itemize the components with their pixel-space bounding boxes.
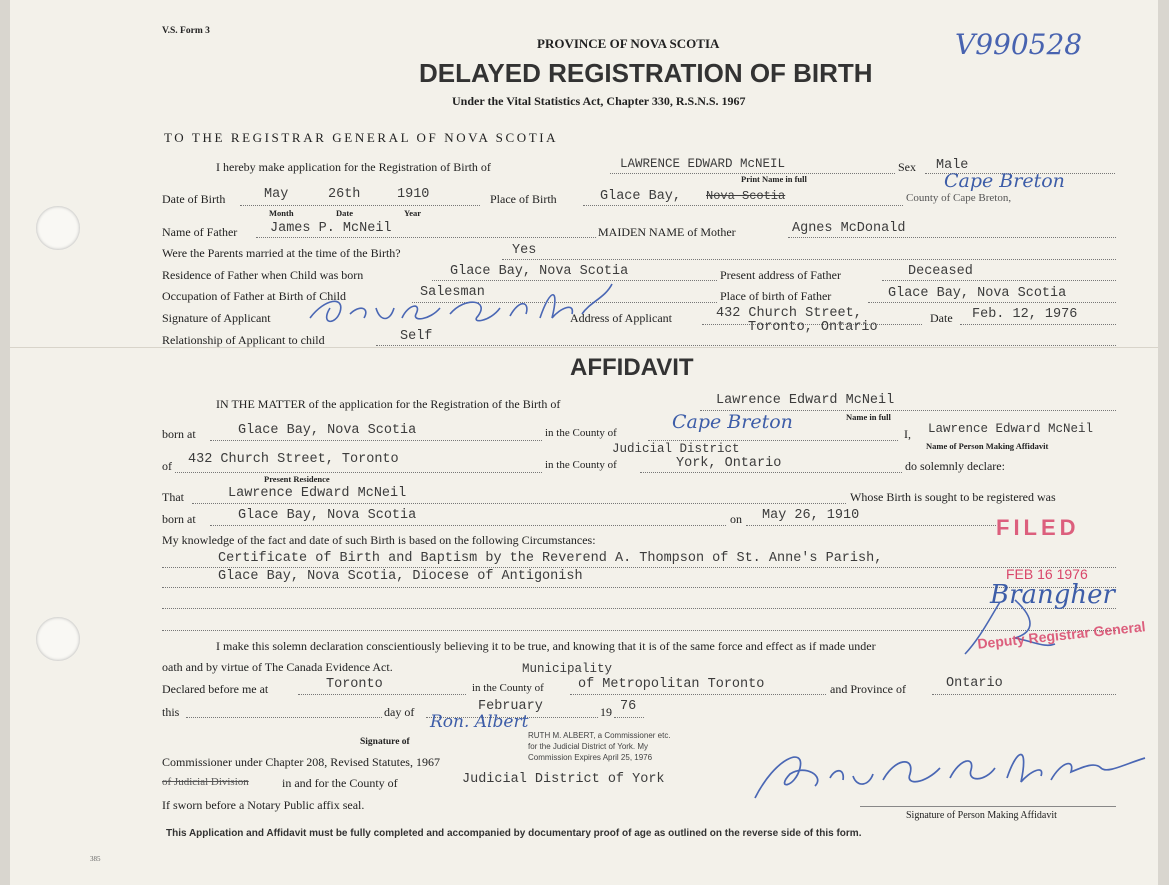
dots	[746, 525, 996, 526]
dots	[210, 440, 542, 441]
solemn-text-1: I make this solemn declaration conscientiously believing it to be true, and knowing that it is of the same force and effect as if made under	[216, 639, 876, 653]
occupation-label: Occupation of Father at Birth of Child	[162, 289, 346, 303]
present-address-value: Deceased	[908, 264, 973, 279]
applicant-signature	[290, 278, 630, 338]
of-label: of	[162, 459, 172, 473]
addressee: TO THE REGISTRAR GENERAL OF NOVA SCOTIA	[164, 130, 559, 145]
married-value: Yes	[512, 243, 537, 258]
signature-of-caption: Signature of	[360, 737, 410, 747]
father-birthplace-label: Place of birth of Father	[720, 289, 832, 303]
residence-label: Residence of Father when Child was born	[162, 268, 364, 282]
dots	[376, 345, 1116, 346]
sex-value: Male	[936, 158, 969, 173]
date-label: Date	[930, 311, 953, 325]
address-line2: Toronto, Ontario	[748, 320, 878, 335]
district-of-york: Judicial District of York	[462, 772, 665, 787]
signature-line	[860, 806, 1116, 807]
married-label: Were the Parents married at the time of the Birth?	[162, 246, 401, 260]
on-date: May 26, 1910	[762, 508, 860, 523]
declare-text: do solemnly declare:	[905, 459, 1005, 473]
father-label: Name of Father	[162, 225, 238, 239]
dots	[175, 472, 542, 473]
affiant-signature	[745, 738, 1155, 808]
dots	[210, 525, 726, 526]
footer-note: This Application and Affidavit must be fully completed and accompanied by documentary proof of age as outlined on the reverse side of this form.	[166, 828, 862, 839]
county-label: County of Cape Breton,	[906, 192, 1012, 204]
intro-text: I hereby make application for the Registration of Birth of	[216, 160, 491, 174]
form-title: DELAYED REGISTRATION OF BIRTH	[419, 58, 873, 88]
deputy-signature: Brangher	[990, 580, 1115, 610]
year-caption: Year	[404, 208, 421, 218]
that-name: Lawrence Edward McNeil	[228, 486, 407, 501]
dots	[162, 567, 1116, 568]
place-struck: Nova Scotia	[706, 189, 786, 203]
mother-label: MAIDEN NAME of Mother	[598, 225, 736, 239]
on-label: on	[730, 512, 742, 526]
footer-code: 385	[90, 855, 101, 863]
dots	[583, 205, 903, 206]
filed-date-stamp: FEB 16 1976	[1006, 566, 1088, 582]
whose-birth-text: Whose Birth is sought to be registered was	[850, 490, 1056, 504]
commissioner-signature: Ron. Albert	[430, 712, 529, 732]
in-and-for-label: in and for the County of	[282, 776, 398, 790]
dots	[162, 587, 1116, 588]
present-residence: 432 Church Street, Toronto	[188, 452, 399, 467]
county-metro-toronto: of Metropolitan Toronto	[578, 677, 765, 692]
in-the-county-2: in the County of	[545, 459, 617, 471]
address-label: Address of Applicant	[570, 311, 672, 325]
relationship-label: Relationship of Applicant to child	[162, 333, 325, 347]
dots	[648, 440, 898, 441]
sex-label: Sex	[898, 160, 916, 174]
dots	[882, 280, 1116, 281]
dots	[640, 472, 902, 473]
dots	[868, 302, 1116, 303]
month-value: February	[478, 699, 543, 714]
struck-judicial-division: of Judicial Division	[162, 776, 249, 788]
relationship-value: Self	[400, 329, 433, 344]
matter-text: IN THE MATTER of the application for the Registration of the Birth of	[216, 397, 561, 411]
punch-hole-bottom	[36, 617, 80, 661]
province-heading: PROVINCE OF NOVA SCOTIA	[537, 36, 720, 51]
circumstance-2: Glace Bay, Nova Scotia, Diocese of Antigonish	[218, 569, 583, 584]
name-caption: Print Name in full	[741, 174, 807, 184]
dots	[256, 237, 596, 238]
filed-stamp: FILED	[996, 515, 1080, 540]
dob-month: May	[264, 187, 289, 202]
place-value: Glace Bay,	[600, 189, 682, 204]
registration-number: V990528	[955, 28, 1083, 61]
in-the-county-label: in the County of	[545, 427, 617, 439]
month-caption: Month	[269, 208, 294, 218]
dots	[298, 694, 466, 695]
person-name: Lawrence Edward McNeil	[928, 422, 1094, 436]
dots	[192, 503, 846, 504]
circumstance-1: Certificate of Birth and Baptism by the Reverend A. Thompson of St. Anne's Parish,	[218, 551, 883, 566]
date-value: Feb. 12, 1976	[972, 307, 1078, 322]
county-handwritten: Cape Breton	[944, 170, 1065, 192]
dots	[960, 324, 1116, 325]
commissioner-stamp-2: for the Judicial District of York. My	[528, 742, 649, 751]
year-prefix: 19	[600, 705, 612, 719]
form-number: V.S. Form 3	[162, 26, 210, 36]
residence-value: Glace Bay, Nova Scotia	[450, 264, 629, 279]
dob-date: 26th	[328, 187, 361, 202]
solemn-text-2: oath and by virtue of The Canada Evidence Act.	[162, 660, 393, 674]
dots	[240, 205, 480, 206]
province-label: and Province of	[830, 682, 906, 696]
dots	[614, 717, 644, 718]
municipality: Municipality	[522, 662, 613, 676]
punch-hole-top	[36, 206, 80, 250]
address-line1: 432 Church Street,	[716, 306, 862, 321]
commissioner-stamp-3: Commission Expires April 25, 1976	[528, 753, 653, 762]
name-in-full-caption: Name in full	[846, 412, 891, 422]
that-label: That	[162, 490, 184, 504]
year-suffix: 76	[620, 699, 637, 714]
i-label: I,	[904, 427, 911, 441]
county-cape-breton-hw: Cape Breton	[672, 411, 793, 433]
dots	[186, 717, 382, 718]
mother-name: Agnes McDonald	[792, 221, 906, 236]
notary-text: If sworn before a Notary Public affix seal.	[162, 798, 365, 812]
in-the-county-3: in the County of	[472, 682, 544, 694]
judicial-district-1: Judicial District	[612, 442, 740, 456]
declared-label: Declared before me at	[162, 682, 269, 696]
dots	[502, 259, 1116, 260]
present-address-label: Present address of Father	[720, 268, 841, 282]
place-label: Place of Birth	[490, 192, 557, 206]
father-birthplace-value: Glace Bay, Nova Scotia	[888, 286, 1067, 301]
person-caption: Name of Person Making Affidavit	[926, 441, 1049, 451]
commissioner-text: Commissioner under Chapter 208, Revised Statutes, 1967	[162, 755, 440, 769]
county-york: York, Ontario	[676, 456, 782, 471]
dots	[570, 694, 826, 695]
born-at-value-2: Glace Bay, Nova Scotia	[238, 508, 417, 523]
affidavit-heading: AFFIDAVIT	[570, 354, 694, 381]
residence-caption: Present Residence	[264, 474, 330, 484]
province-value: Ontario	[946, 676, 1003, 691]
signature-label: Signature of Applicant	[162, 311, 271, 325]
date-caption: Date	[336, 208, 353, 218]
applicant-name: LAWRENCE EDWARD McNEIL	[620, 157, 786, 171]
dob-label: Date of Birth	[162, 192, 226, 206]
dob-year: 1910	[397, 187, 430, 202]
father-name: James P. McNeil	[270, 221, 392, 236]
born-at-value: Glace Bay, Nova Scotia	[238, 423, 417, 438]
day-of-label: day of	[384, 705, 415, 719]
knowledge-text: My knowledge of the fact and date of such Birth is based on the following Circumstances:	[162, 533, 596, 547]
occupation-value: Salesman	[420, 285, 485, 300]
form-subtitle: Under the Vital Statistics Act, Chapter 330, R.S.N.S. 1967	[452, 94, 746, 108]
deputy-registrar-stamp: Deputy Registrar General	[976, 618, 1147, 652]
declared-at: Toronto	[326, 677, 383, 692]
dots	[788, 237, 1116, 238]
this-label: this	[162, 705, 180, 719]
commissioner-stamp-1: RUTH M. ALBERT, a Commissioner etc.	[528, 731, 671, 740]
born-at-label-2: born at	[162, 512, 196, 526]
dots	[932, 694, 1116, 695]
affiant-sig-caption: Signature of Person Making Affidavit	[906, 810, 1057, 821]
born-at-label: born at	[162, 427, 196, 441]
matter-name: Lawrence Edward McNeil	[716, 393, 895, 408]
